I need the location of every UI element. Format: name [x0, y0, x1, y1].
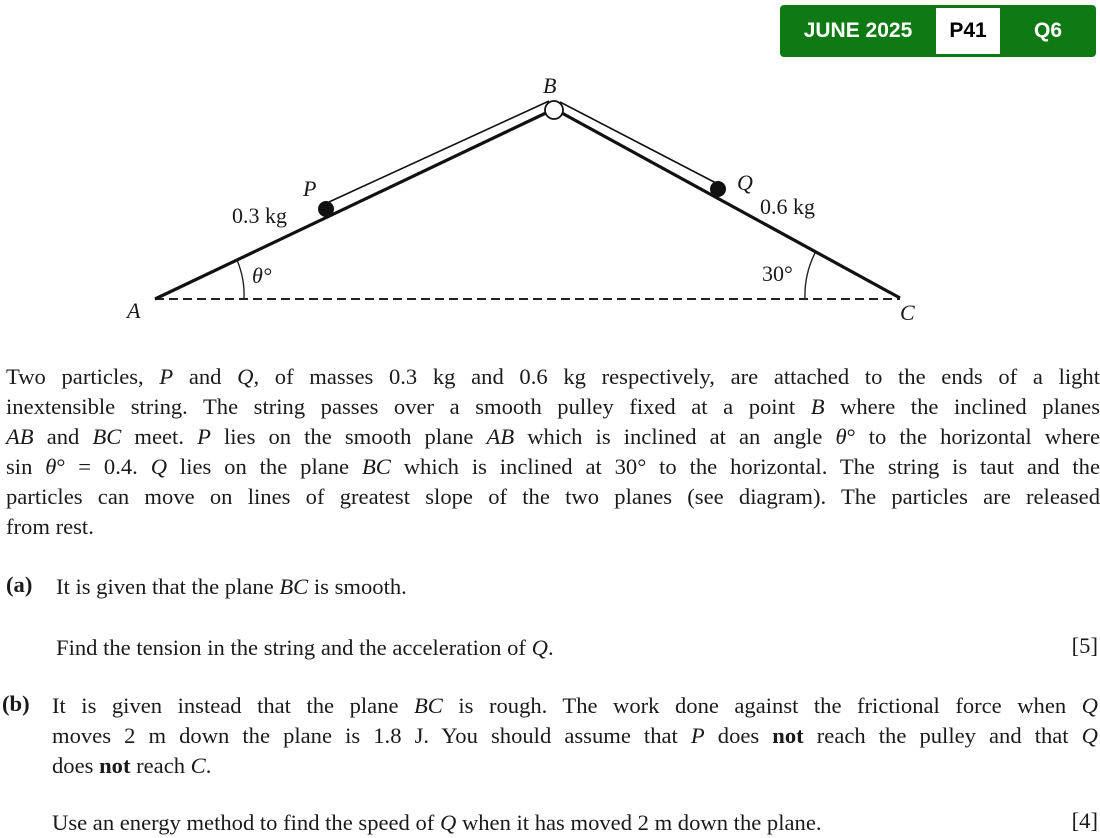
- string-bq: [560, 102, 716, 183]
- exam-badge: [780, 5, 1096, 57]
- inclined-planes-diagram: [0, 60, 1100, 330]
- label-b: B: [543, 73, 557, 98]
- particle-p: [318, 201, 334, 217]
- angle-30-label: 30°: [762, 261, 793, 286]
- plane-ab: [155, 112, 548, 299]
- part-b-marks: [4]: [1071, 808, 1098, 833]
- badge-question: Q6: [1033, 19, 1062, 42]
- angle-arc-30: [805, 253, 815, 299]
- part-b-label: (b): [2, 691, 30, 716]
- question-intro: [6, 362, 1100, 542]
- label-q: Q: [737, 170, 753, 195]
- intro-line: inextensible string. The string passes over a smooth pulley fixed at a point B where the inclined planes: [6, 394, 1100, 419]
- string-pb: [329, 101, 549, 202]
- part-b-line3: does not reach C.: [52, 753, 212, 778]
- intro-line: from rest.: [6, 514, 94, 539]
- intro-line: Two particles, P and Q, of masses 0.3 kg and 0.6 kg respectively, are attached to the ends of a light: [6, 364, 1100, 389]
- part-a-marks: [5]: [1071, 633, 1098, 658]
- particle-q: [710, 181, 726, 197]
- badge-session: JUNE 2025: [803, 19, 913, 42]
- part-b-line2: moves 2 m down the plane is 1.8 J. You should assume that P does not reach the pulley and that Q: [52, 723, 1098, 748]
- intro-line: particles can move on lines of greatest slope of the two planes (see diagram). The particles are released: [6, 484, 1100, 509]
- label-c: C: [900, 300, 915, 325]
- badge-paper: P41: [936, 8, 1000, 54]
- part-a-label: (a): [6, 572, 33, 597]
- mass-p-label: 0.3 kg: [232, 203, 287, 228]
- pulley-b: [545, 101, 563, 119]
- part-b-line1: It is given instead that the plane BC is rough. The work done against the frictional force when Q: [52, 693, 1098, 718]
- part-a-task: Find the tension in the string and the acceleration of Q.: [56, 635, 554, 660]
- label-p: P: [303, 176, 317, 201]
- part-a-statement: It is given that the plane BC is smooth.: [56, 574, 407, 599]
- label-a: A: [127, 298, 141, 323]
- intro-line: AB and BC meet. P lies on the smooth plane AB which is inclined at an angle θ° to the horizontal where: [6, 424, 1100, 449]
- mass-q-label: 0.6 kg: [760, 194, 815, 219]
- intro-line: sin θ° = 0.4. Q lies on the plane BC which is inclined at 30° to the horizontal. The string is taut and the: [6, 454, 1100, 479]
- plane-bc: [560, 112, 900, 298]
- angle-theta-label: θ°: [252, 263, 272, 288]
- part-b-task: Use an energy method to find the speed of Q when it has moved 2 m down the plane.: [52, 810, 822, 835]
- angle-arc-theta: [237, 260, 244, 299]
